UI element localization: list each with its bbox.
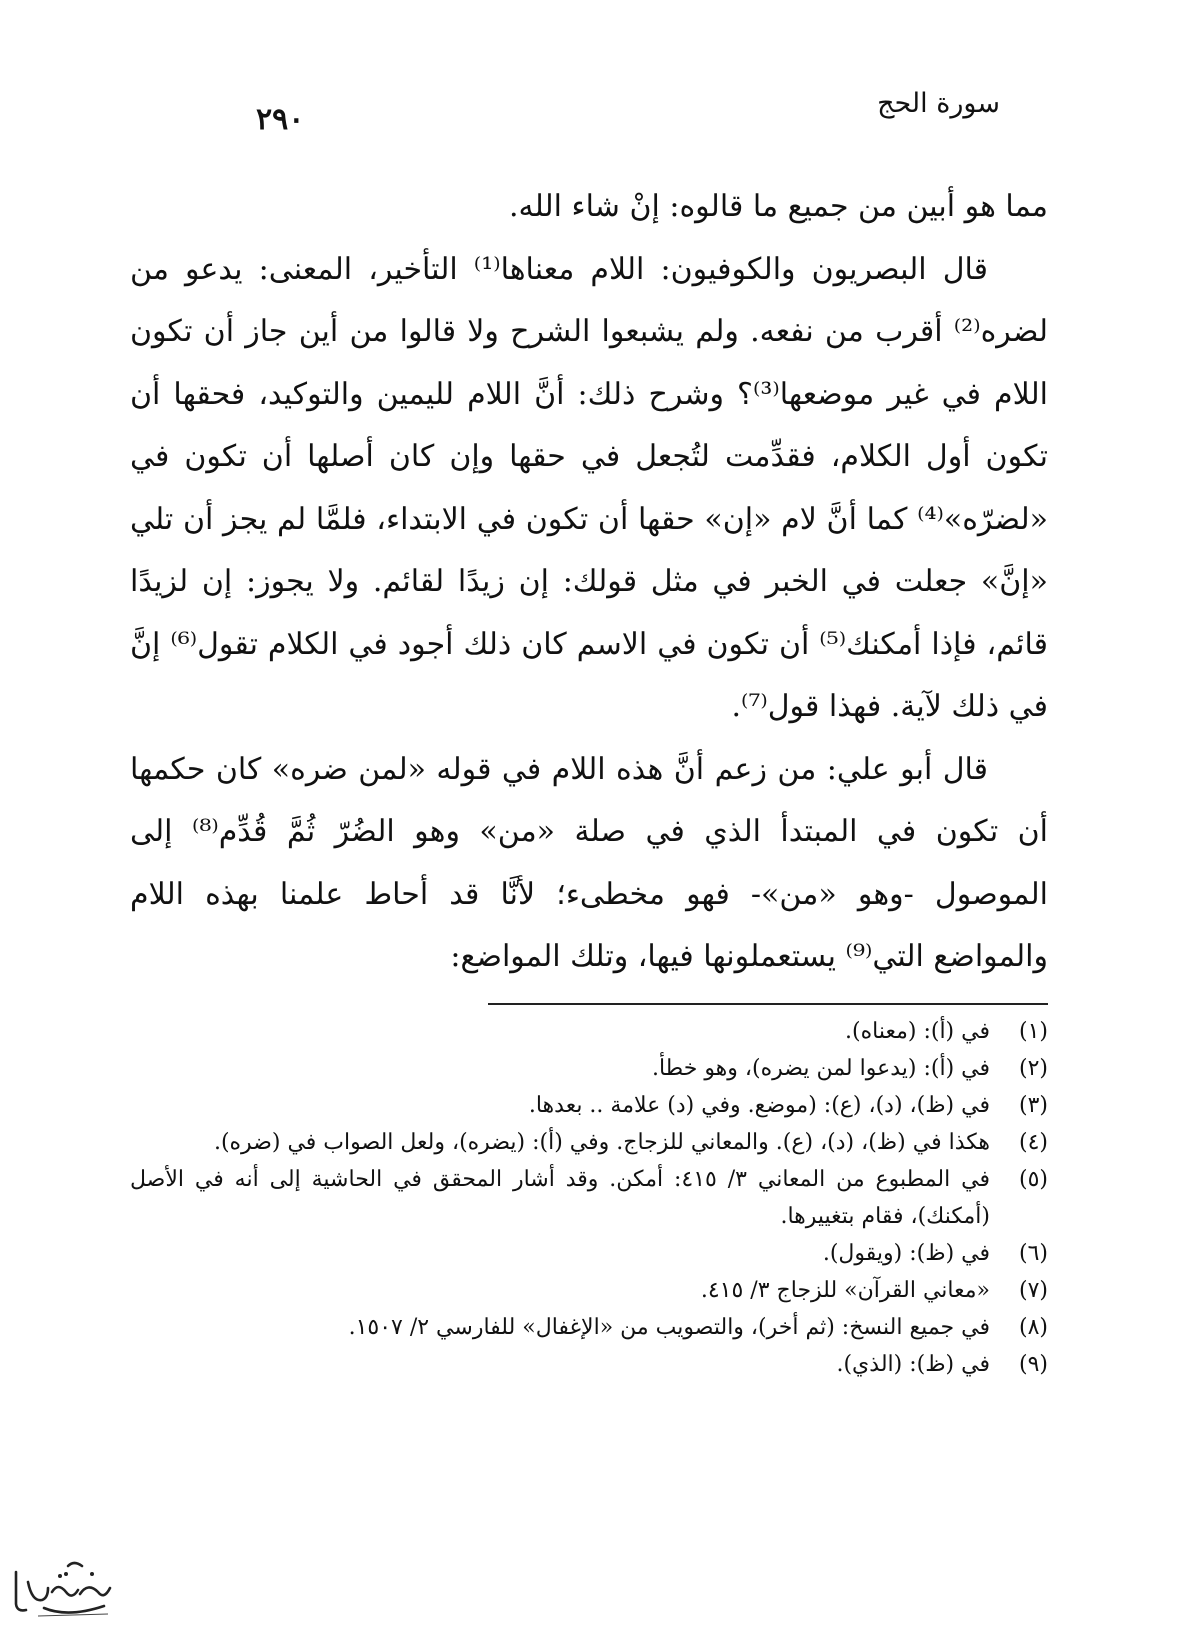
footnote-text: في (ظ)، (د)، (ع): (موضع. وفي (د) علامة .. بعدها. [528, 1093, 990, 1118]
footnote-text: في (ظ): (الذي). [836, 1352, 990, 1377]
footnote-text: في المطبوع من المعاني ٣/ ٤١٥: أمكن. وقد أشار المحقق في الحاشية إلى أنه في الأصل (أمكنك)، فقام بتغييرها. [130, 1167, 990, 1229]
page-number: ٢٩٠ [256, 102, 305, 137]
footnote-text: في (أ): (يدعوا لمن يضره)، وهو خطأ. [651, 1056, 990, 1081]
footnote [130, 1050, 1048, 1087]
paragraph: مما هو أبين من جميع ما قالوه: إنْ شاء الله. [508, 189, 1048, 224]
footnote [130, 1309, 1048, 1346]
footnote-text: «معاني القرآن» للزجاج ٣/ ٤١٥. [700, 1278, 990, 1303]
footnote-text: في (ظ): (ويقول). [822, 1241, 990, 1266]
footnote-text: هكذا في (ظ)، (د)، (ع). والمعاني للزجاج. وفي (أ): (يضره)، ولعل الصواب في (ضره). [213, 1130, 990, 1155]
footnote [130, 1087, 1048, 1124]
footnote-number: (١) [1018, 1019, 1048, 1044]
footnote-divider [488, 1003, 1048, 1005]
footnote-number: (٤) [1018, 1130, 1048, 1155]
footnote [130, 1346, 1048, 1383]
library-stamp-logo [8, 1552, 118, 1624]
footnote-number: (٥) [1018, 1167, 1048, 1192]
footnote-number: (٩) [1018, 1352, 1048, 1377]
footnote [130, 1272, 1048, 1309]
main-text [130, 176, 1048, 989]
footnote-number: (٦) [1018, 1241, 1048, 1266]
calligraphy-logo-icon [8, 1552, 118, 1624]
footnote [130, 1235, 1048, 1272]
footnote-text: في جميع النسخ: (ثم أخر)، والتصويب من «الإغفال» للفارسي ٢/ ١٥٠٧. [348, 1315, 990, 1340]
paragraph: قال أبو علي: من زعم أنَّ هذه اللام في قوله «لمن ضره» كان حكمها أن تكون في المبتدأ الذي في صلة «من» وهو الضُرّ ثُمَّ قُدِّم⁽⁸⁾ إلى الموصول -وهو «من»- فهو مخطىء؛ لأنَّا قد أحاط علمنا بهذه اللام والمواضع التي⁽⁹⁾ يستعملونها فيها، وتلك المواضع: [130, 751, 1048, 974]
page-header [200, 78, 1050, 138]
footnote-number: (٨) [1018, 1315, 1048, 1340]
footnote [130, 1013, 1048, 1050]
footnote-number: (٢) [1018, 1056, 1048, 1081]
footnote [130, 1124, 1048, 1161]
footnotes [130, 1013, 1048, 1383]
footnote-number: (٣) [1018, 1093, 1048, 1118]
footnote [130, 1161, 1048, 1235]
paragraph: قال البصريون والكوفيون: اللام معناها⁽¹⁾ التأخير، المعنى: يدعو من لضره⁽²⁾ أقرب من نفعه. ولم يشبعوا الشرح ولا قالوا من أين جاز أن تكون اللام في غير موضعها⁽³⁾؟ وشرح ذلك: أنَّ اللام لليمين والتوكيد، فحقها أن تكون أول الكلام، فقدِّمت لتُجعل في حقها وإن كان أصلها أن تكون في «لضرّه»⁽⁴⁾ كما أنَّ لام «إن» حقها أن تكون في الابتداء، فلمَّا لم يجز أن تلي «إنَّ» جعلت في الخبر في مثل قولك: إن زيدًا لقائم. ولا يجوز: إن لزيدًا قائم، فإذا أمكنك⁽⁵⁾ أن تكون في الاسم كان ذلك أجود في الكلام تقول⁽⁶⁾ إنَّ في ذلك لآية. فهذا قول⁽⁷⁾. [130, 251, 1048, 724]
footnote-text: في (أ): (معناه). [845, 1019, 990, 1044]
surah-title: سورة الحج [877, 88, 1000, 119]
footnote-number: (٧) [1018, 1278, 1048, 1303]
